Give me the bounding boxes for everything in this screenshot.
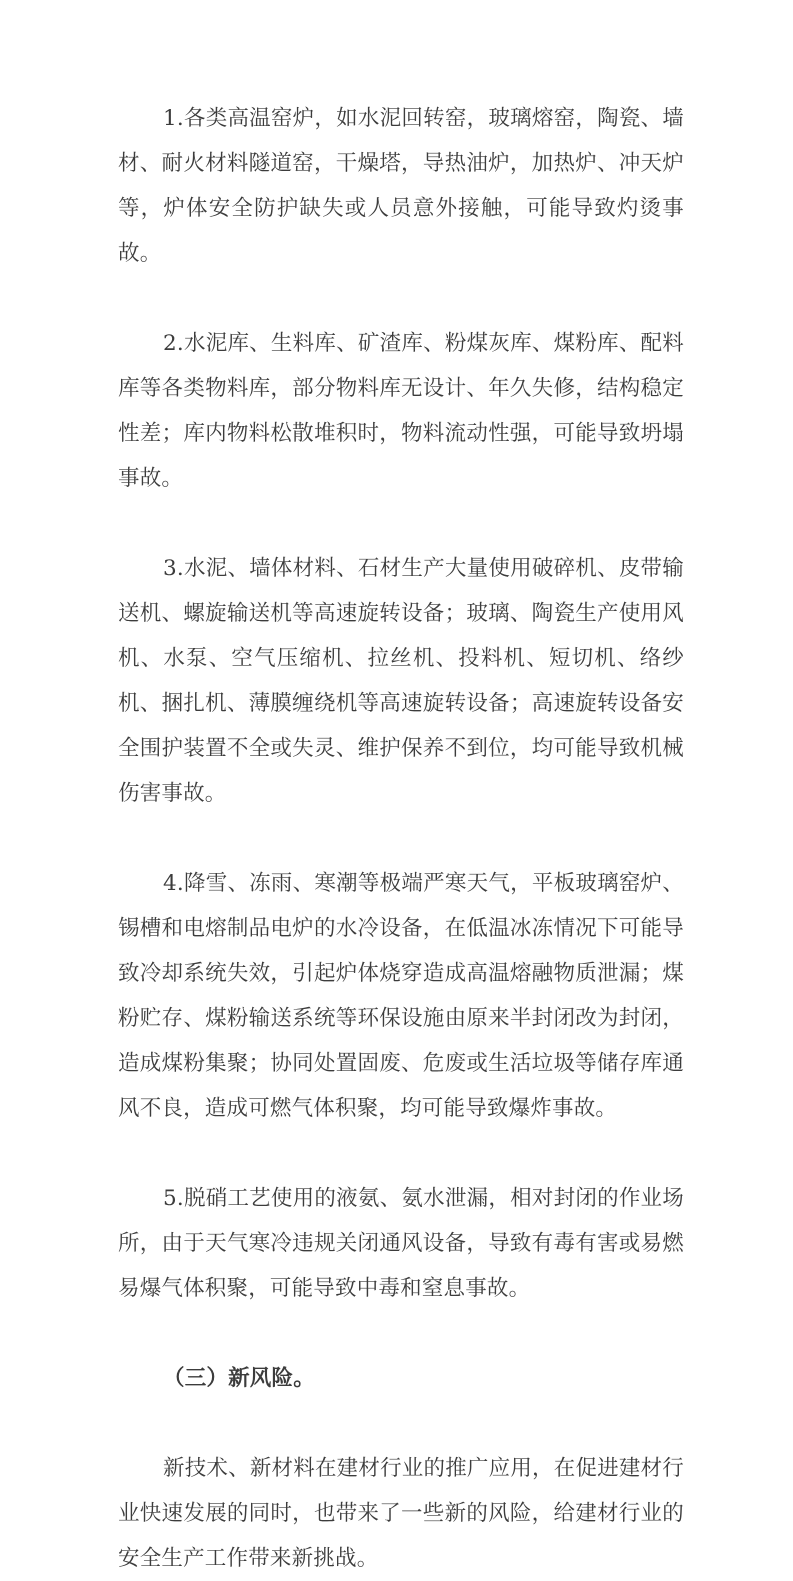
hazard-paragraph-2: 2.水泥库、生料库、矿渣库、粉煤灰库、煤粉库、配料库等各类物料库，部分物料库无设计、年久失修，结构稳定性差；库内物料松散堆积时，物料流动性强，可能导致坍塌事故。 [118,331,684,491]
hazard-paragraph-1: 1.各类高温窑炉，如水泥回转窑，玻璃熔窑，陶瓷、墙材、耐火材料隧道窑，干燥塔，导热油炉，加热炉、冲天炉等，炉体安全防护缺失或人员意外接触，可能导致灼烫事故。 [118,106,684,266]
section-heading-new-risk: （三）新风险。 [163,1366,315,1391]
hazard-paragraph-3: 3.水泥、墙体材料、石材生产大量使用破碎机、皮带输送机、螺旋输送机等高速旋转设备；玻璃、陶瓷生产使用风机、水泵、空气压缩机、拉丝机、投料机、短切机、络纱机、捆扎机、薄膜缠绕机等高速旋转设备；高速旋转设备安全围护装置不全或失灵、维护保养不到位，均可能导致机械伤害事故。 [118,556,684,806]
hazard-paragraph-4: 4.降雪、冻雨、寒潮等极端严寒天气，平板玻璃窑炉、锡槽和电熔制品电炉的水冷设备，在低温冰冻情况下可能导致冷却系统失效，引起炉体烧穿造成高温熔融物质泄漏；煤粉贮存、煤粉输送系统等环保设施由原来半封闭改为封闭，造成煤粉集聚；协同处置固废、危废或生活垃圾等储存库通风不良，造成可燃气体积聚，均可能导致爆炸事故。 [118,871,684,1121]
document-content-area [118,96,684,1581]
new-risk-body-paragraph: 新技术、新材料在建材行业的推广应用，在促进建材行业快速发展的同时，也带来了一些新的风险，给建材行业的安全生产工作带来新挑战。 [118,1456,684,1571]
hazard-paragraph-5: 5.脱硝工艺使用的液氨、氨水泄漏，相对封闭的作业场所，由于天气寒冷违规关闭通风设备，导致有毒有害或易燃易爆气体积聚，可能导致中毒和窒息事故。 [118,1186,684,1301]
